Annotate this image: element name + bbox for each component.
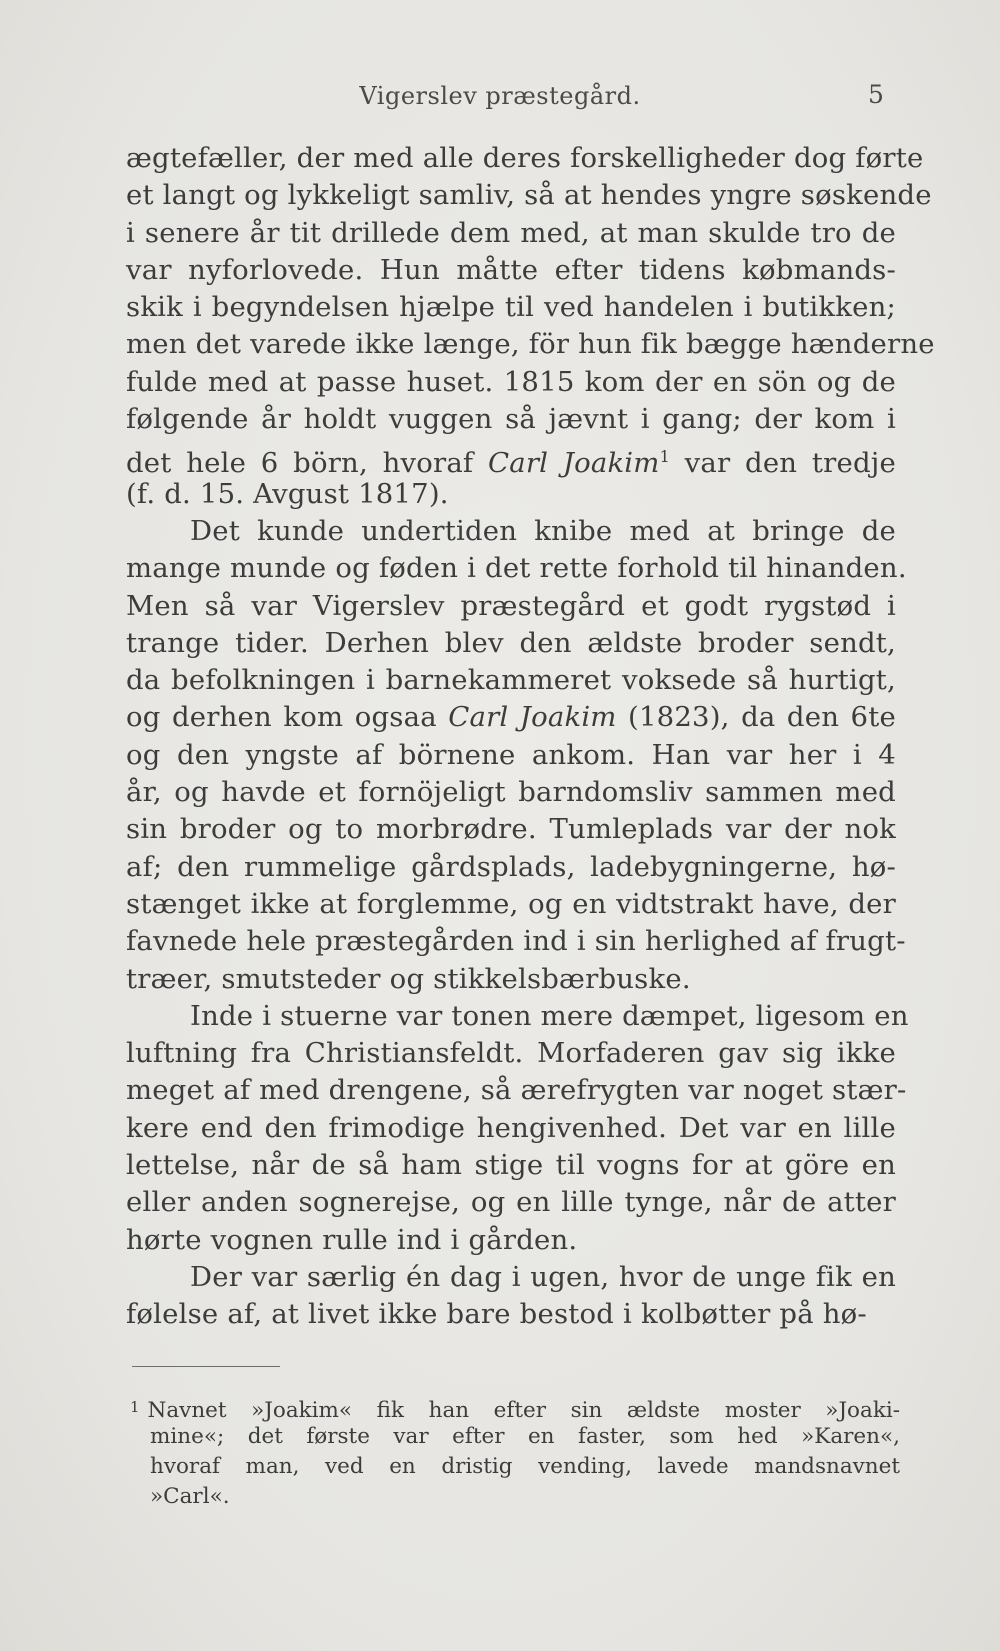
footnote-line: [130, 1392, 900, 1422]
text-segment: trange tider. Derhen blev den ældste broder sendt,: [126, 626, 896, 659]
text-line: [126, 438, 896, 480]
italic-name: Carl Joakim: [488, 447, 660, 480]
text-segment: (1823), da den 6te: [616, 701, 896, 734]
text-line: [126, 998, 909, 1035]
text-segment: og derhen kom ogsaa: [126, 701, 449, 734]
text-segment: fulde med at passe huset. 1815 kom der en sön og de: [126, 365, 896, 398]
running-header: Vigerslev præstegård.: [359, 82, 641, 110]
italic-name: Carl Joakim: [448, 701, 617, 734]
text-line: [126, 1222, 896, 1259]
text-segment: (f. d. 15. Avgust 1817).: [126, 477, 449, 510]
text-line: [126, 140, 924, 177]
footnote-marker: 1: [130, 1398, 140, 1416]
text-line: [126, 289, 896, 326]
footnote-text: mine«; det første var efter en faster, som hed »Karen«,: [150, 1424, 900, 1449]
text-line: [126, 401, 896, 438]
text-segment: var nyforlovede. Hun måtte efter tidens købmands-: [126, 253, 896, 286]
text-segment: skik i begyndelsen hjælpe til ved handelen i butikken;: [126, 291, 896, 324]
paragraph: [126, 140, 935, 513]
paragraph: [126, 998, 909, 1259]
text-segment: kere end den frimodige hengivenhed. Det var en lille: [126, 1111, 896, 1144]
text-line: [126, 737, 896, 774]
paragraph: [126, 513, 907, 998]
text-line: [126, 923, 906, 960]
text-line: [126, 1296, 896, 1333]
text-line: [126, 1072, 907, 1109]
text-segment: år, og havde et fornöjeligt barndomsliv sammen med: [126, 776, 896, 809]
text-line: [126, 1259, 896, 1296]
text-line: [126, 588, 896, 625]
text-line: [126, 811, 896, 848]
text-line: [126, 326, 935, 363]
text-line: [126, 364, 896, 401]
text-segment: favnede hele præstegården ind i sin herlighed af frugt-: [126, 925, 906, 958]
footnote-divider: [132, 1366, 280, 1367]
text-segment: stænget ikke at forglemme, og en vidtstrakt have, der: [126, 887, 896, 920]
text-line: [126, 699, 896, 736]
text-line: [126, 1110, 896, 1147]
paragraph: [126, 1259, 896, 1334]
text-line: [126, 550, 907, 587]
text-line: [126, 215, 896, 252]
text-segment: træer, smutsteder og stikkelsbærbuske.: [126, 962, 691, 995]
footnotes: [130, 1392, 900, 1512]
body-text: [126, 140, 935, 1334]
text-segment: meget af med drengene, så ærefrygten var noget stær-: [126, 1074, 907, 1107]
text-segment: af; den rummelige gårdsplads, ladebygningerne, hø-: [126, 850, 896, 883]
text-segment: luftning fra Christiansfeldt. Morfaderen gav sig ikke: [126, 1037, 896, 1070]
text-line: [126, 961, 896, 998]
text-segment: Men så var Vigerslev præstegård et godt rygstød i: [126, 589, 896, 622]
text-segment: Inde i stuerne var tonen mere dæmpet, ligesom en: [190, 999, 909, 1032]
text-line: [126, 1147, 896, 1184]
text-segment: følelse af, at livet ikke bare bestod i kolbøtter på hø-: [126, 1298, 867, 1331]
footnote-ref: 1: [659, 447, 670, 467]
text-segment: mange munde og føden i det rette forhold til hinanden.: [126, 552, 907, 585]
text-line: [126, 849, 896, 886]
text-segment: og den yngste af börnene ankom. Han var her i 4: [126, 738, 896, 771]
text-line: [126, 252, 896, 289]
text-line: [126, 662, 896, 699]
text-line: [126, 625, 896, 662]
text-line: [126, 774, 896, 811]
footnote-text: Navnet »Joakim« fik han efter sin ældste moster »Joaki-: [147, 1398, 900, 1423]
footnote-text: hvoraf man, ved en dristig vending, lavede mandsnavnet: [150, 1454, 900, 1479]
text-segment: hørte vognen rulle ind i gården.: [126, 1223, 578, 1256]
text-segment: det hele 6 börn, hvoraf: [126, 447, 488, 480]
text-segment: et langt og lykkeligt samliv, så at hendes yngre søskende: [126, 179, 932, 212]
text-segment: i senere år tit drillede dem med, at man skulde tro de: [126, 216, 896, 249]
footnote-line: [150, 1452, 900, 1482]
text-segment: men det varede ikke længe, för hun fik bægge hænderne: [126, 328, 935, 361]
text-line: [126, 886, 896, 923]
page-number: 5: [868, 80, 884, 109]
footnote-line: [150, 1422, 900, 1452]
text-segment: eller anden sognerejse, og en lille tynge, når de atter: [126, 1186, 896, 1219]
text-segment: sin broder og to morbrødre. Tumleplads var der nok: [126, 813, 896, 846]
text-segment: Der var særlig én dag i ugen, hvor de unge fik en: [190, 1260, 896, 1293]
text-line: [126, 1184, 896, 1221]
text-segment: Det kunde undertiden knibe med at bringe de: [190, 514, 896, 547]
text-line: [126, 476, 896, 513]
text-segment: lettelse, når de så ham stige til vogns for at göre en: [126, 1149, 896, 1182]
text-segment: ægtefæller, der med alle deres forskelligheder dog førte: [126, 142, 924, 174]
text-line: [126, 177, 932, 214]
footnote-text: »Carl«.: [150, 1484, 230, 1509]
text-segment: følgende år holdt vuggen så jævnt i gang; der kom i: [126, 403, 896, 436]
text-line: [126, 513, 896, 550]
text-segment: da befolkningen i barnekammeret voksede så hurtigt,: [126, 664, 896, 697]
text-line: [126, 1035, 896, 1072]
footnote-line: [150, 1482, 900, 1512]
text-segment: var den tredje: [669, 447, 896, 480]
